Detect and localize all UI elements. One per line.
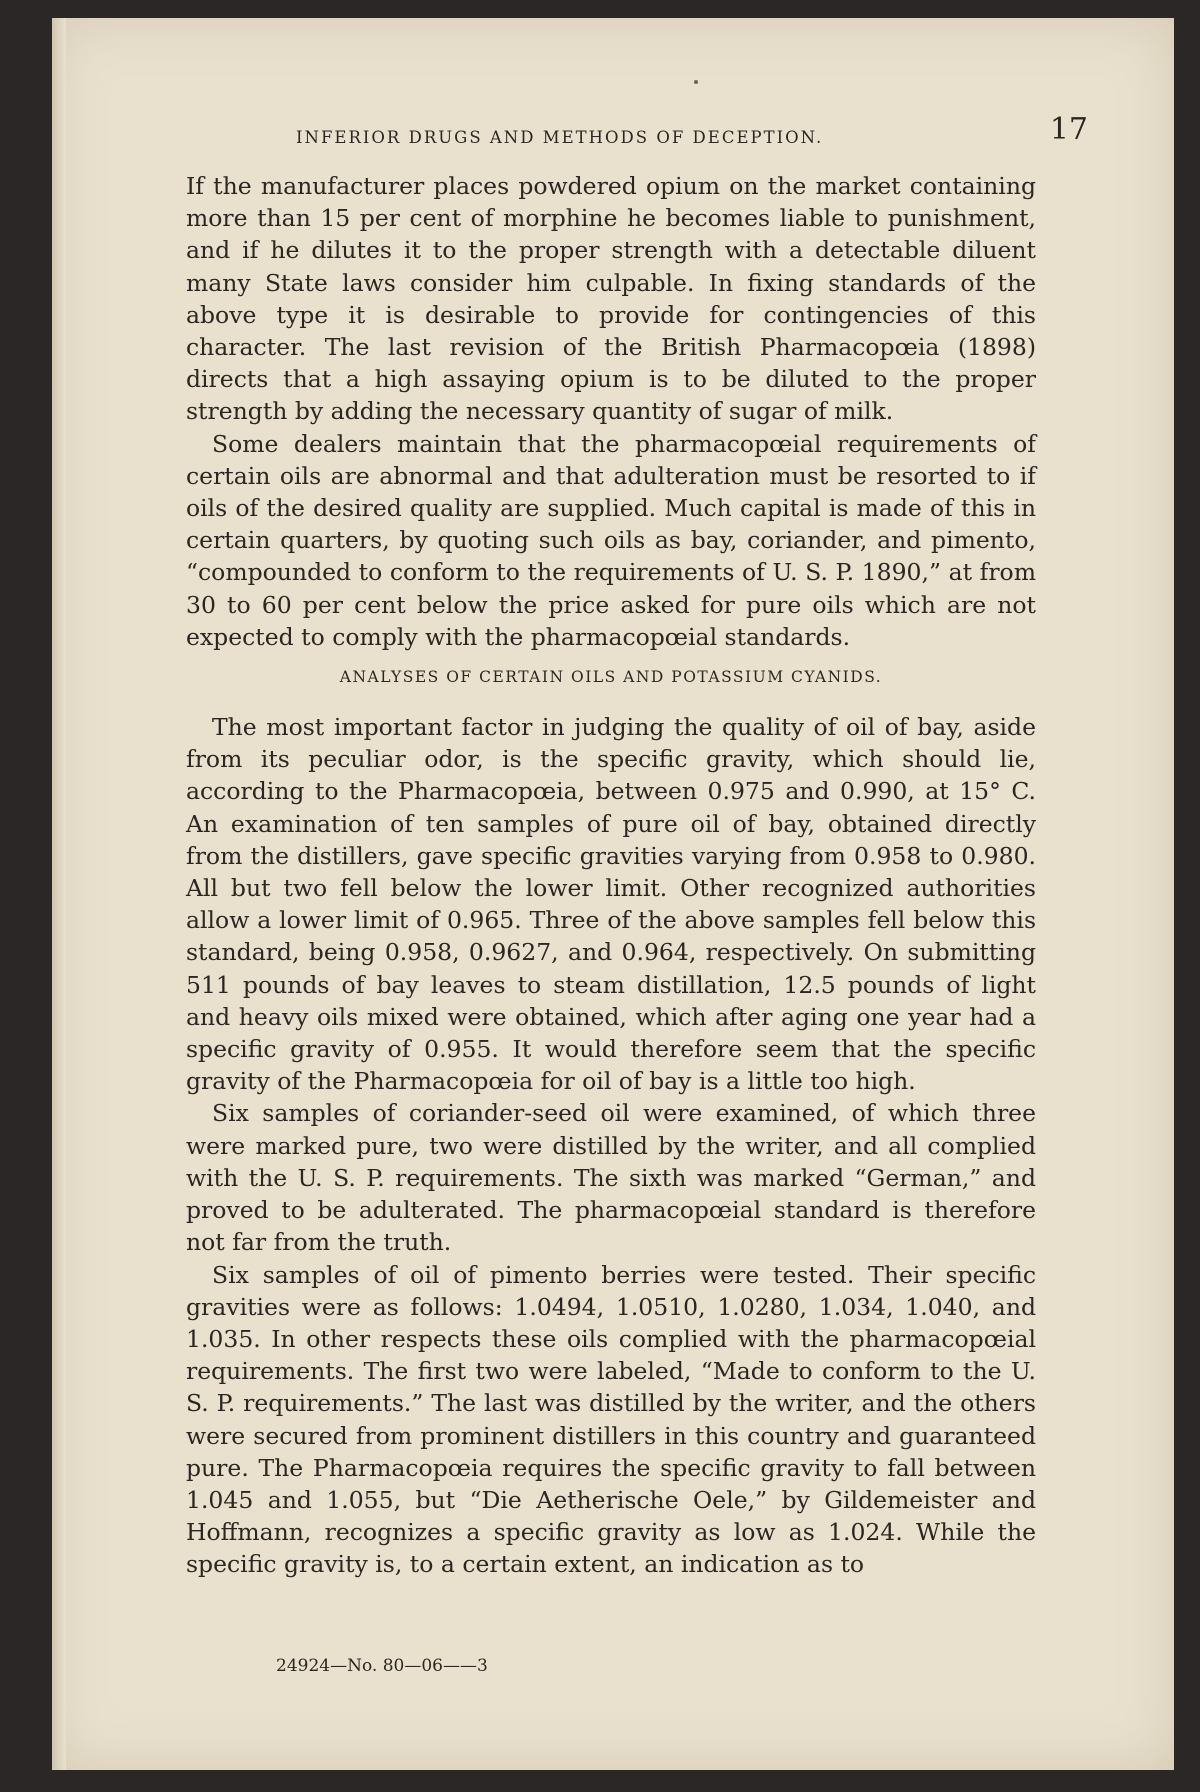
paragraph-oil-of-bay: The most important factor in judging the quality of oil of bay, aside from its peculiar odor, is the specific gravity, which should lie, according to the Pharmacopœia, between 0.975 and 0.990, at 15° C. An examination of ten samples of pure oil of bay, obtained directly from the distillers, gave specific gravities varying from 0.958 to 0.980. All but two fell below the lower limit. Other recognized authorities allow a lower limit of 0.965. Three of the above samples fell below this standard, being 0.958, 0.9627, and 0.964, respectively. On submitting 511 pounds of bay leaves to steam distillation, 12.5 pounds of light and heavy oils mixed were obtained, which after aging one year had a specific gravity of 0.955. It would therefore seem that the specific gravity of the Pharmacopœia for oil of bay is a little too high. — [186, 713, 1036, 1096]
page-gutter — [52, 18, 66, 1770]
page-body — [186, 170, 1036, 1581]
paragraph-coriander: Six samples of coriander-seed oil were examined, of which three were marked pure, two were distilled by the writer, and all complied with the U. S. P. requirements. The sixth was marked “German,” and proved to be adulterated. The pharmacopœial standard is therefore not far from the truth. — [186, 1099, 1036, 1257]
page-number: 17 — [1049, 112, 1088, 147]
paragraph-pimento: Six samples of oil of pimento berries were tested. Their specific gravities were as follows: 1.0494, 1.0510, 1.0280, 1.034, 1.040, and 1.035. In other respects these oils complied with the pharmacopœial requirements. The first two were labeled, “Made to conform to the U. S. P. requirements.” The last was distilled by the writer, and the others were secured from prominent distillers in this country and guaranteed pure. The Pharmacopœia requires the specific gravity to fall between 1.045 and 1.055, but “Die Aetherische Oele,” by Gildemeister and Hoffmann, recognizes a specific gravity as low as 1.024. While the specific gravity is, to a certain extent, an indication as to — [186, 1260, 1036, 1579]
section-heading: ANALYSES OF CERTAIN OILS AND POTASSIUM CYANIDS. — [339, 668, 883, 687]
speck — [694, 80, 698, 84]
signature-line: 24924—No. 80—06——3 — [276, 1656, 488, 1676]
running-head: INFERIOR DRUGS AND METHODS OF DECEPTION. — [296, 128, 824, 147]
paragraph-dealers: Some dealers maintain that the pharmacopœial requirements of certain oils are abnormal and that adulteration must be resorted to if oils of the desired quality are supplied. Much capital is made of this in certain quarters, by quoting such oils as bay, coriander, and pimento, “compounded to conform to the requirements of U. S. P. 1890,” at from 30 to 60 per cent below the price asked for pure oils which are not expected to comply with the pharmacopœial standards. — [186, 429, 1036, 651]
book-page — [52, 18, 1174, 1770]
paragraph-opium-continued: If the manufacturer places powdered opium on the market containing more than 15 per cent of morphine he becomes liable to punishment, and if he dilutes it to the proper strength with a detectable diluent many State laws consider him culpable. In fixing standards of the above type it is desirable to provide for contingencies of this character. The last revision of the British Pharmacopœia (1898) directs that a high assaying opium is to be diluted to the proper strength by adding the necessary quantity of sugar of milk. — [186, 172, 1036, 426]
page-header — [296, 110, 1088, 156]
